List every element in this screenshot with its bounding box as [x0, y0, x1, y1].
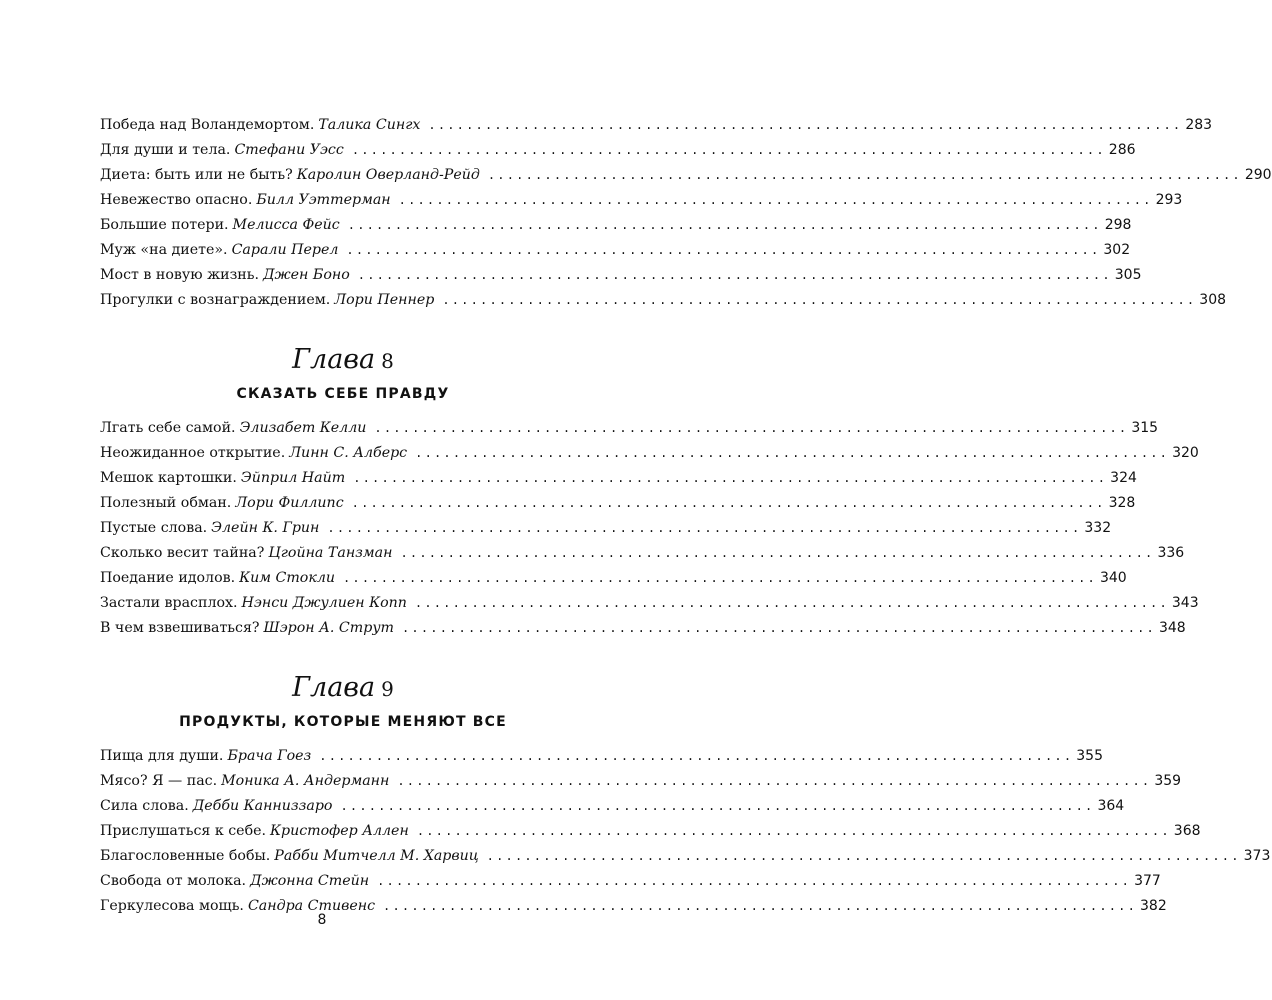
- chapter-heading: [100, 343, 586, 378]
- entry-author: Каролин Оверланд-Рейд: [296, 167, 480, 183]
- entry-author: Джен Боно: [263, 267, 350, 283]
- entry-page: 377: [1134, 873, 1161, 889]
- dot-leader: ................................................................................: [351, 143, 1106, 157]
- dot-leader: ................................................................................: [402, 621, 1156, 635]
- entry-author: Элейн К. Грин: [211, 520, 320, 536]
- entry-author: Дебби Канниззаро: [192, 798, 333, 814]
- entry-title: Сколько весит тайна?: [100, 545, 265, 561]
- dot-leader: ................................................................................: [357, 268, 1112, 282]
- entry-author: Талика Сингх: [318, 117, 421, 133]
- entry-page: 328: [1108, 495, 1136, 511]
- entry-author: Брача Гоез: [227, 748, 312, 764]
- toc-entry[interactable]: [100, 491, 1136, 516]
- toc-entry[interactable]: [100, 138, 1136, 163]
- dot-leader: ................................................................................: [353, 471, 1108, 485]
- toc-entry[interactable]: [100, 263, 1142, 288]
- entry-page: 348: [1158, 620, 1186, 636]
- entry-title: Пища для души.: [100, 748, 224, 764]
- entry-page: 293: [1155, 192, 1183, 208]
- chapter-number: 8: [381, 349, 394, 373]
- entry-page: 286: [1108, 142, 1136, 158]
- toc-entry[interactable]: [100, 516, 1112, 541]
- entry-page: 336: [1157, 545, 1185, 561]
- toc-section-continued: [100, 113, 1272, 313]
- entry-page: 298: [1104, 217, 1132, 233]
- entry-page: 368: [1173, 823, 1201, 839]
- entry-page: 373: [1243, 848, 1271, 864]
- toc-entry[interactable]: [100, 113, 1213, 138]
- entry-title: Застали врасплох.: [100, 595, 238, 611]
- dot-leader: ................................................................................: [383, 899, 1138, 913]
- chapter-number: 9: [381, 677, 394, 701]
- toc-entry[interactable]: [100, 566, 1127, 591]
- chapter-word: Глава: [292, 344, 376, 375]
- entry-title: Полезный обман.: [100, 495, 232, 511]
- toc-entry[interactable]: [100, 541, 1185, 566]
- entry-author: Элизабет Келли: [239, 420, 367, 436]
- toc-entry[interactable]: [100, 744, 1103, 769]
- toc-entry[interactable]: [100, 819, 1201, 844]
- entry-page: 290: [1244, 167, 1272, 183]
- dot-leader: ................................................................................: [343, 571, 1097, 585]
- dot-leader: ................................................................................: [442, 293, 1197, 307]
- page-number: 8: [317, 912, 327, 928]
- entry-title: В чем взвешиваться?: [100, 620, 260, 636]
- toc-entry[interactable]: [100, 441, 1199, 466]
- entry-author: Лори Пеннер: [334, 292, 435, 308]
- toc-entry[interactable]: [100, 288, 1227, 313]
- dot-leader: ................................................................................: [486, 849, 1241, 863]
- entry-author: Билл Уэттерман: [256, 192, 391, 208]
- toc-entry[interactable]: [100, 466, 1137, 491]
- chapter-heading: [100, 671, 586, 706]
- toc-entry[interactable]: [100, 188, 1183, 213]
- entry-page: 332: [1084, 520, 1112, 536]
- entry-title: Мешок картошки.: [100, 470, 237, 486]
- entry-page: 308: [1199, 292, 1227, 308]
- entry-title: Муж «на диете».: [100, 242, 228, 258]
- entry-page: 305: [1114, 267, 1142, 283]
- entry-title: Прислушаться к себе.: [100, 823, 267, 839]
- dot-leader: ................................................................................: [487, 168, 1242, 182]
- entry-page: 283: [1185, 117, 1213, 133]
- entry-page: 315: [1131, 420, 1159, 436]
- entry-title: Неожиданное открытие.: [100, 445, 286, 461]
- chapter-word: Глава: [292, 672, 376, 703]
- dot-leader: ................................................................................: [400, 546, 1155, 560]
- entry-author: Рабби Митчелл М. Харвиц: [274, 848, 479, 864]
- dot-leader: ................................................................................: [416, 824, 1171, 838]
- entry-author: Сарали Перел: [231, 242, 339, 258]
- dot-leader: ................................................................................: [327, 521, 1082, 535]
- dot-leader: ................................................................................: [340, 799, 1095, 813]
- entry-author: Шэрон А. Струт: [263, 620, 394, 636]
- entry-author: Джонна Стейн: [250, 873, 370, 889]
- entry-page: 359: [1154, 773, 1182, 789]
- entry-title: Невежество опасно.: [100, 192, 253, 208]
- entry-page: 320: [1172, 445, 1199, 461]
- entry-author: Ким Стокли: [239, 570, 335, 586]
- entry-page: 302: [1103, 242, 1131, 258]
- toc-entry[interactable]: [100, 416, 1159, 441]
- dot-leader: ................................................................................: [346, 243, 1101, 257]
- toc-entry[interactable]: [100, 616, 1186, 641]
- entry-title: Поедание идолов.: [100, 570, 236, 586]
- entry-page: 343: [1171, 595, 1199, 611]
- table-of-contents: [100, 113, 1272, 919]
- dot-leader: ................................................................................: [428, 118, 1183, 132]
- dot-leader: ................................................................................: [374, 421, 1129, 435]
- entry-title: Геркулесова мощь.: [100, 898, 244, 914]
- toc-entry[interactable]: [100, 769, 1182, 794]
- entry-title: Свобода от молока.: [100, 873, 247, 889]
- toc-entry[interactable]: [100, 869, 1161, 894]
- entry-author: Кристофер Аллен: [270, 823, 409, 839]
- dot-leader: ................................................................................: [414, 596, 1169, 610]
- entry-title: Пустые слова.: [100, 520, 208, 536]
- toc-entry[interactable]: [100, 591, 1199, 616]
- toc-entry[interactable]: [100, 163, 1272, 188]
- dot-leader: ................................................................................: [398, 193, 1153, 207]
- dot-leader: ................................................................................: [351, 496, 1106, 510]
- entry-title: Сила слова.: [100, 798, 189, 814]
- toc-entry[interactable]: [100, 794, 1125, 819]
- entry-page: 364: [1097, 798, 1125, 814]
- entry-author: Стефани Уэсс: [234, 142, 344, 158]
- entry-author: Цгойна Танзман: [268, 545, 393, 561]
- entry-title: Благословенные бобы.: [100, 848, 271, 864]
- toc-entry[interactable]: [100, 213, 1132, 238]
- entry-title: Мясо? Я — пас.: [100, 773, 218, 789]
- chapter-subtitle: ПРОДУКТЫ, КОТОРЫЕ МЕНЯЮТ ВСЕ: [179, 714, 507, 730]
- entry-title: Диета: быть или не быть?: [100, 167, 293, 183]
- entry-author: Лори Филлипс: [235, 495, 344, 511]
- dot-leader: ................................................................................: [347, 218, 1102, 232]
- entry-title: Мост в новую жизнь.: [100, 267, 259, 283]
- entry-title: Большие потери.: [100, 217, 229, 233]
- toc-entry[interactable]: [100, 844, 1271, 869]
- entry-title: Прогулки с вознаграждением.: [100, 292, 331, 308]
- toc-chapter-9: [100, 671, 1271, 919]
- entry-title: Для души и тела.: [100, 142, 231, 158]
- dot-leader: ................................................................................: [415, 446, 1170, 460]
- entry-author: Моника А. Андерманн: [221, 773, 390, 789]
- entry-page: 355: [1076, 748, 1103, 764]
- dot-leader: ................................................................................: [397, 774, 1152, 788]
- dot-leader: ................................................................................: [377, 874, 1132, 888]
- entry-author: Линн С. Алберс: [289, 445, 408, 461]
- entry-author: Мелисса Фейс: [232, 217, 340, 233]
- entry-title: Лгать себе самой.: [100, 420, 236, 436]
- entry-author: Эйприл Найт: [240, 470, 346, 486]
- toc-entry[interactable]: [100, 238, 1131, 263]
- dot-leader: ................................................................................: [319, 749, 1074, 763]
- entry-author: Сандра Стивенс: [247, 898, 376, 914]
- toc-chapter-8: [100, 343, 1199, 641]
- entry-page: 340: [1099, 570, 1127, 586]
- entry-page: 382: [1140, 898, 1167, 914]
- entry-author: Нэнси Джулиен Копп: [241, 595, 407, 611]
- entry-page: 324: [1110, 470, 1137, 486]
- chapter-subtitle: СКАЗАТЬ СЕБЕ ПРАВДУ: [236, 386, 450, 402]
- entry-title: Победа над Воландемортом.: [100, 117, 315, 133]
